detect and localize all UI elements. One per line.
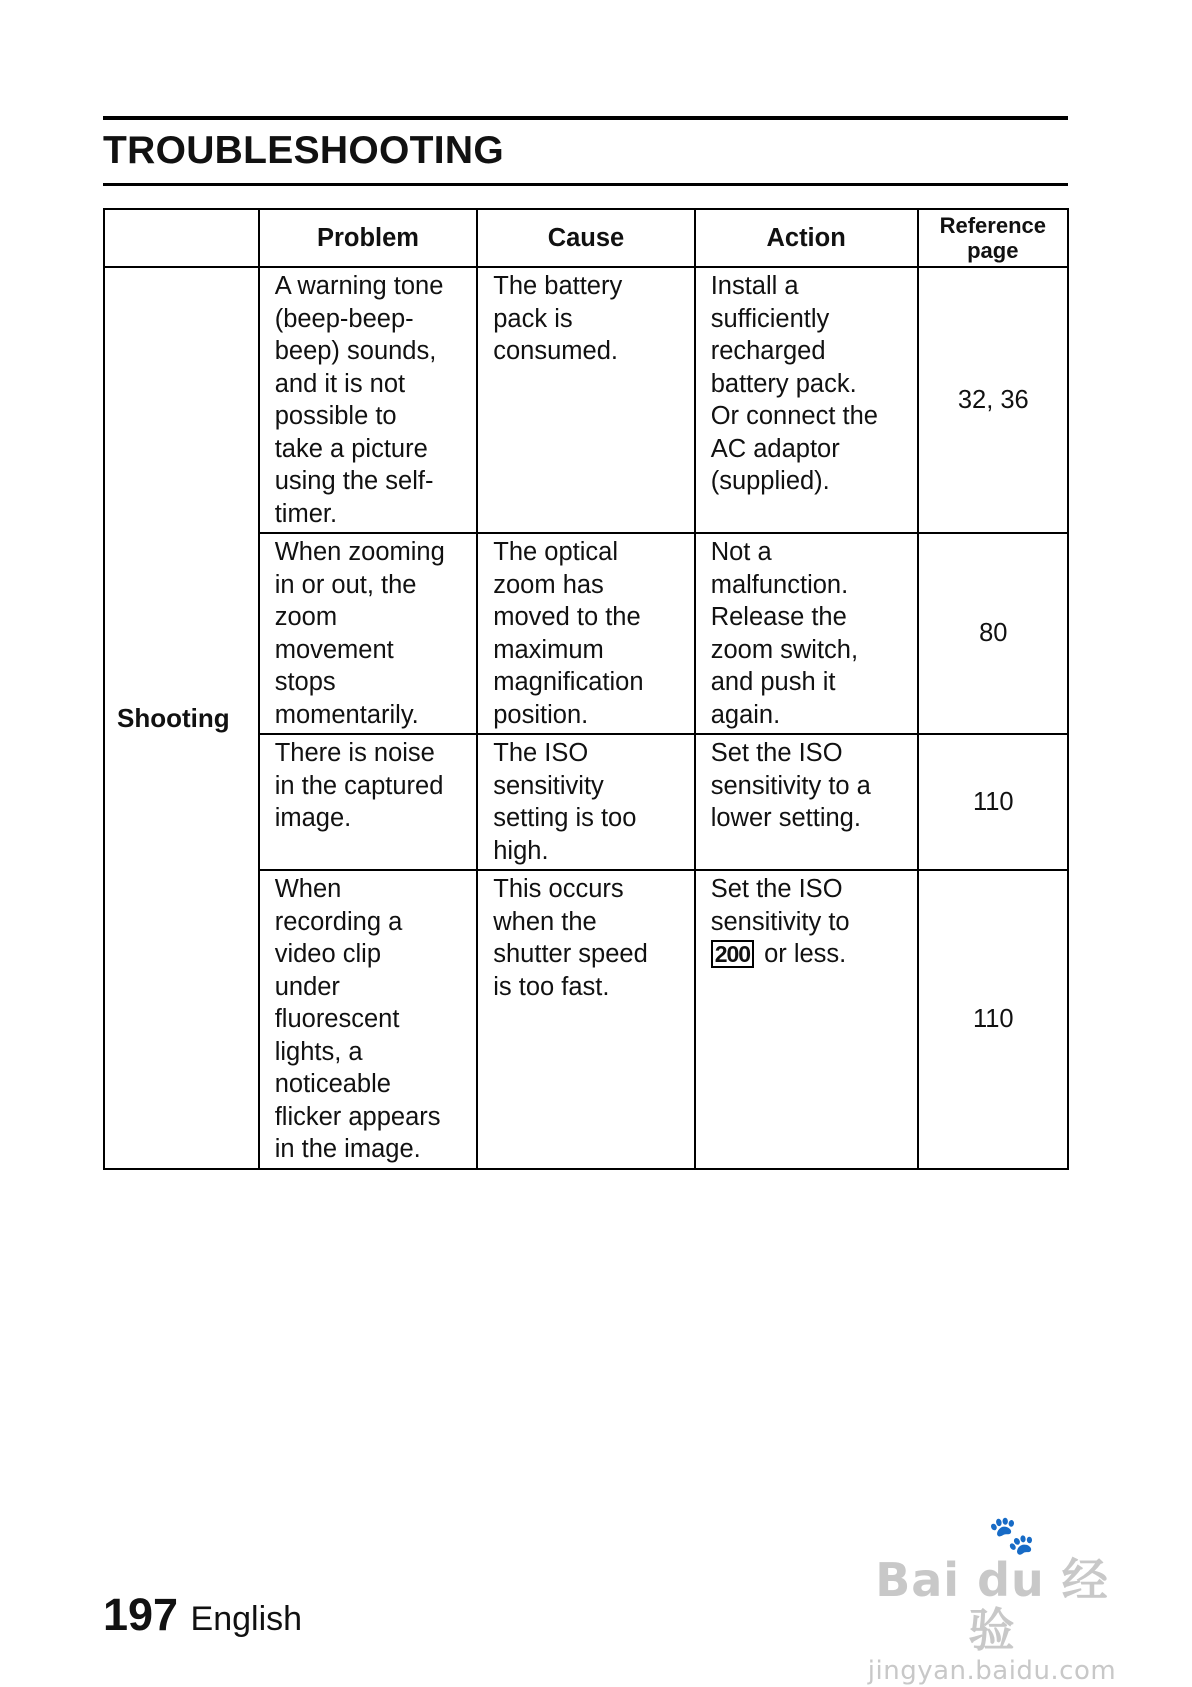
problem-cell: There is noise in the captured image. bbox=[259, 734, 478, 870]
title-top-rule bbox=[103, 116, 1068, 120]
category-cell: Shooting bbox=[104, 267, 259, 1169]
header-problem: Problem bbox=[259, 209, 478, 267]
reference-page-cell: 80 bbox=[918, 533, 1068, 734]
page-footer bbox=[103, 1590, 302, 1651]
cause-cell: The battery pack is consumed. bbox=[477, 267, 694, 533]
cause-cell: The ISO sensitivity setting is too high. bbox=[477, 734, 694, 870]
paw-icon: 🐾 bbox=[988, 1513, 1036, 1557]
action-cell: Set the ISO sensitivity to 200 or less. bbox=[695, 870, 918, 1169]
table-header-row bbox=[104, 209, 1068, 267]
title-bottom-rule bbox=[103, 183, 1068, 186]
reference-page-cell: 110 bbox=[918, 870, 1068, 1169]
header-category bbox=[104, 209, 259, 267]
header-cause: Cause bbox=[477, 209, 694, 267]
table-row bbox=[104, 267, 1068, 533]
header-action: Action bbox=[695, 209, 918, 267]
cause-cell: The optical zoom has moved to the maximum magnification position. bbox=[477, 533, 694, 734]
troubleshooting-table bbox=[103, 208, 1069, 1170]
problem-cell: When zooming in or out, the zoom movement stops momentarily. bbox=[259, 533, 478, 734]
reference-page-cell: 32, 36 bbox=[918, 267, 1068, 533]
page-title: TROUBLESHOOTING bbox=[103, 129, 504, 172]
language-label: English bbox=[190, 1600, 303, 1638]
baidu-watermark bbox=[852, 1513, 1132, 1686]
header-reference-page: Reference page bbox=[918, 209, 1068, 267]
action-cell: Not a malfunction. Release the zoom switch, and push it again. bbox=[695, 533, 918, 734]
watermark-brand: Bai du 经验 bbox=[875, 1553, 1109, 1657]
action-cell: Install a sufficiently recharged battery pack. Or connect the AC adaptor (supplied). bbox=[695, 267, 918, 533]
action-cell: Set the ISO sensitivity to a lower setting. bbox=[695, 734, 918, 870]
problem-cell: When recording a video clip under fluorescent lights, a noticeable flicker appears in the image. bbox=[259, 870, 478, 1169]
cause-cell: This occurs when the shutter speed is too fast. bbox=[477, 870, 694, 1169]
page-number: 197 bbox=[103, 1589, 179, 1640]
watermark-url: jingyan.baidu.com bbox=[867, 1656, 1117, 1686]
reference-page-cell: 110 bbox=[918, 734, 1068, 870]
iso-200-icon: 200 bbox=[711, 940, 754, 968]
problem-cell: A warning tone (beep-beep- beep) sounds, and it is not possible to take a picture using the self- timer. bbox=[259, 267, 478, 533]
